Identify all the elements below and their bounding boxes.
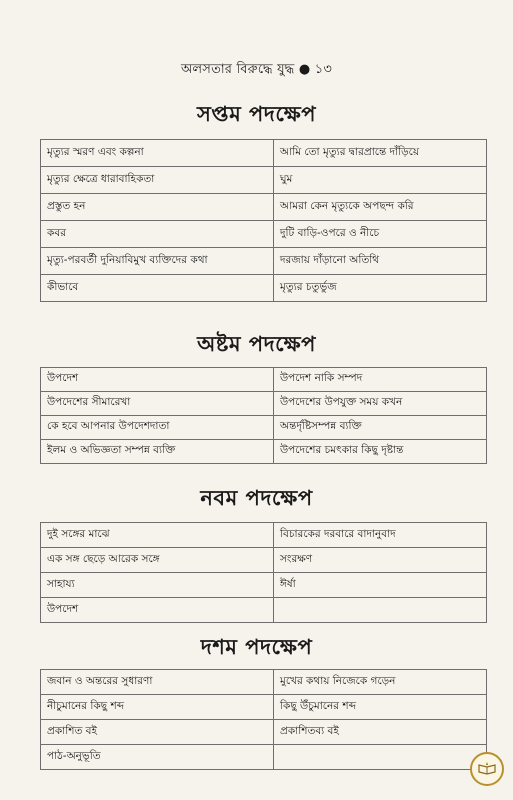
table-row (41, 573, 487, 598)
table-cell: বিচারকের দরবারে বাদানুবাদ (274, 523, 487, 548)
table-row (41, 695, 487, 720)
table-cell: দুটি বাড়ি-ওপরে ও নীচে (274, 221, 487, 248)
section-title: অষ্টম পদক্ষেপ (197, 332, 316, 356)
table-row (41, 194, 487, 221)
table-cell: আমি তো মৃত্যুর দ্বারপ্রান্তে দাঁড়িয়ে (274, 140, 487, 167)
table-cell: দরজায় দাঁড়ানো অতিথি (274, 248, 487, 275)
table-cell: দুই সঙ্গের মাঝে (41, 523, 274, 548)
table-cell: মৃত্যুর স্মরণ এবং কল্পনা (41, 140, 274, 167)
table-cell: জবান ও অন্তরের সুধারণা (41, 670, 274, 695)
table-row (41, 745, 487, 770)
running-header: অলসতার বিরুদ্ধে যুদ্ধ ● ১৩ (180, 62, 333, 77)
table-cell: কবর (41, 221, 274, 248)
table-cell: ঈর্ষা (274, 573, 487, 598)
table-cell: সংরক্ষণ (274, 548, 487, 573)
table-row (41, 275, 487, 302)
book-icon (472, 754, 502, 784)
table-row (41, 392, 487, 416)
table-cell: উপদেশের উপযুক্ত সময় কখন (274, 392, 487, 416)
table-row (41, 670, 487, 695)
table-cell: উপদেশ (41, 598, 274, 623)
table-row (41, 167, 487, 194)
table-cell: প্রকাশিত বই (41, 720, 274, 745)
table-cell: উপদেশ (41, 368, 274, 392)
section-title: দশম পদক্ষেপ (200, 635, 313, 659)
table-cell (274, 598, 487, 623)
table-cell: অন্তর্দৃষ্টিসম্পন্ন ব্যক্তি (274, 416, 487, 440)
table-cell: প্রস্তুত হন (41, 194, 274, 221)
table-cell: নীচুমানের কিছু শব্দ (41, 695, 274, 720)
table-cell: উপদেশ নাকি সম্পদ (274, 368, 487, 392)
contents-table (40, 669, 487, 770)
publisher-stamp-icon (470, 752, 504, 786)
table-cell: কিছু উঁচুমানের শব্দ (274, 695, 487, 720)
section-title: নবম পদক্ষেপ (200, 486, 313, 510)
table-row (41, 248, 487, 275)
table-cell: মৃত্যু-পরবর্তী দুনিয়াবিমুখ ব্যক্তিদের কথা (41, 248, 274, 275)
table-cell: মৃত্যুর ক্ষেত্রে ধারাবাহিকতা (41, 167, 274, 194)
contents-table (40, 367, 487, 464)
table-cell: মুখের কথায় নিজেকে গড়েন (274, 670, 487, 695)
table-row (41, 140, 487, 167)
table-row (41, 598, 487, 623)
table-cell: সাহায্য (41, 573, 274, 598)
table-cell: কে হবে আপনার উপদেশদাতা (41, 416, 274, 440)
table-cell: উপদেশের চমৎকার কিছু দৃষ্টান্ত (274, 440, 487, 464)
table-row (41, 416, 487, 440)
table-row (41, 368, 487, 392)
table-cell: মৃত্যুর চতুর্ভুজ (274, 275, 487, 302)
table-cell: ঘুম (274, 167, 487, 194)
table-cell: কীভাবে (41, 275, 274, 302)
table-row (41, 548, 487, 573)
table-cell (274, 745, 487, 770)
table-cell: পাঠ-অনুভূতি (41, 745, 274, 770)
table-cell: প্রকাশিতব্য বই (274, 720, 487, 745)
section-title: সপ্তম পদক্ষেপ (196, 102, 317, 126)
table-cell: আমরা কেন মৃত্যুকে অপছন্দ করি (274, 194, 487, 221)
table-row (41, 720, 487, 745)
table-cell: ইলম ও অভিজ্ঞতা সম্পন্ন ব্যক্তি (41, 440, 274, 464)
table-row (41, 440, 487, 464)
table-cell: এক সঙ্গ ছেড়ে আরেক সঙ্গে (41, 548, 274, 573)
table-row (41, 523, 487, 548)
table-cell: উপদেশের সীমারেখা (41, 392, 274, 416)
table-row (41, 221, 487, 248)
contents-table (40, 139, 487, 302)
contents-table (40, 522, 487, 623)
